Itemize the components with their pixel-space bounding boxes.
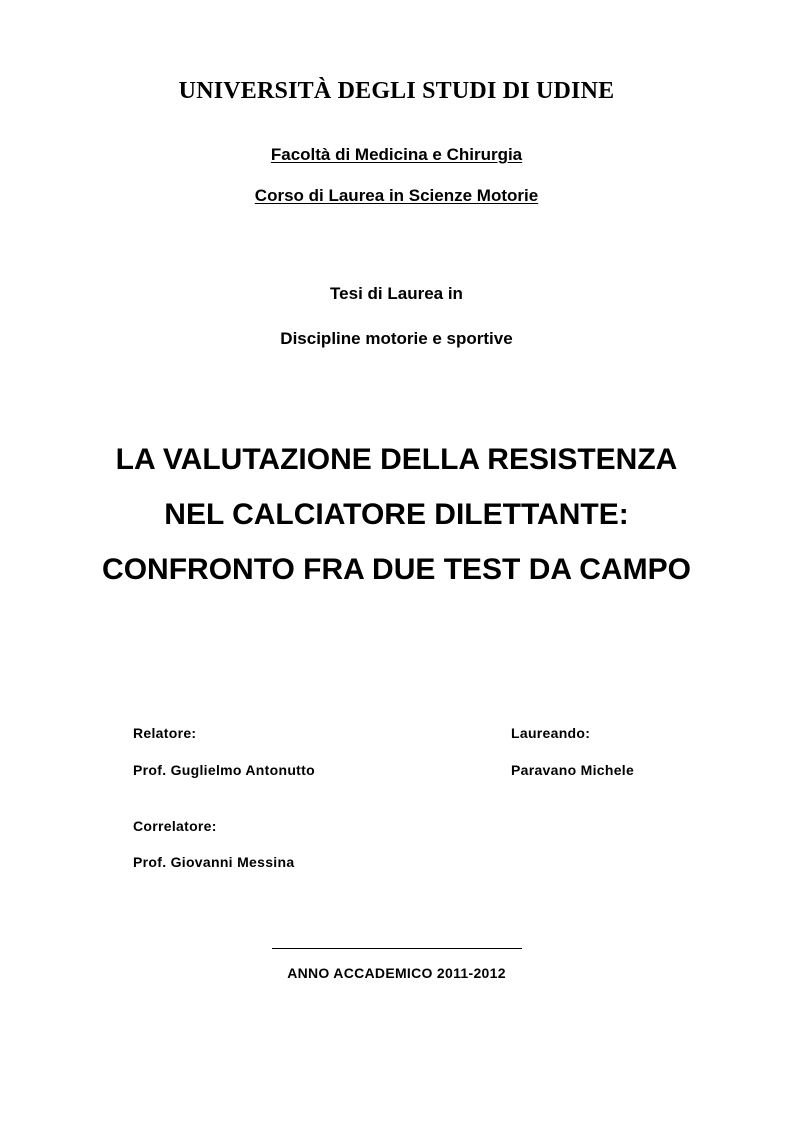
signature-rule (272, 948, 522, 949)
university-name: UNIVERSITÀ DEGLI STUDI DI UDINE (178, 78, 615, 104)
candidate-name: Paravano Michele (511, 762, 635, 778)
thesis-title-line-1: LA VALUTAZIONE DELLA RESISTENZA (115, 443, 678, 476)
supervisor-name: Prof. Guglielmo Antonutto (133, 762, 315, 778)
thesis-title-line-2: NEL CALCIATORE DILETTANTE: (164, 498, 629, 531)
candidate-label: Laureando: (511, 725, 591, 741)
thesis-intro: Tesi di Laurea in (330, 284, 463, 303)
supervisor-label: Relatore: (133, 725, 197, 741)
co-supervisor-label: Correlatore: (133, 818, 217, 834)
degree-course: Corso di Laurea in Scienze Motorie (254, 186, 539, 205)
academic-year: ANNO ACCADEMICO 2011-2012 (287, 965, 506, 981)
thesis-title-line-3: CONFRONTO FRA DUE TEST DA CAMPO (102, 553, 691, 586)
faculty-name: Facoltà di Medicina e Chirurgia (270, 145, 523, 164)
co-supervisor-name: Prof. Giovanni Messina (133, 854, 295, 870)
thesis-discipline: Discipline motorie e sportive (280, 329, 513, 348)
